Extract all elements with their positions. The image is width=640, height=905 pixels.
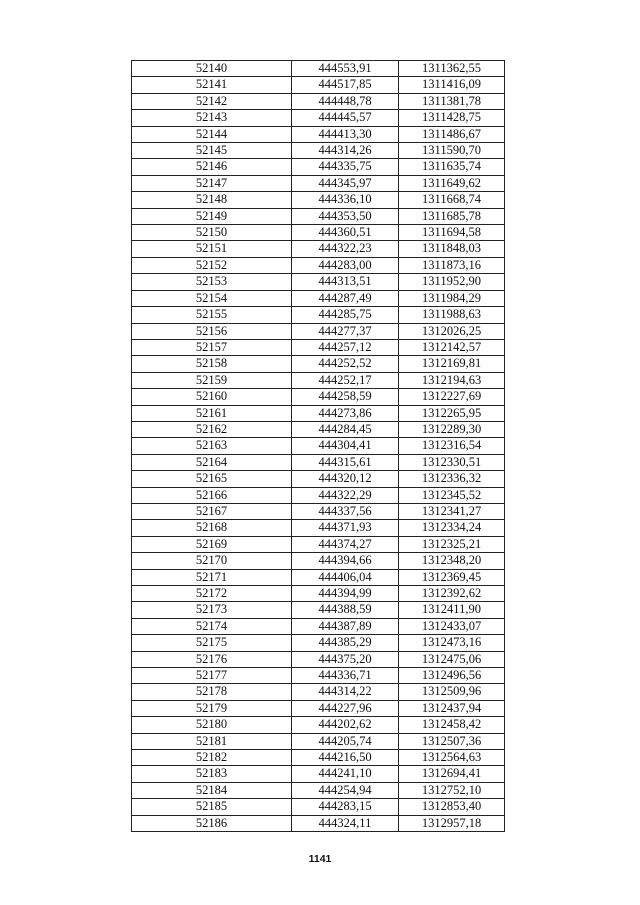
x-coordinate-cell: 444257,12 — [292, 339, 399, 355]
table-row — [132, 126, 505, 142]
point-number-cell: 52182 — [132, 750, 292, 766]
table-row — [132, 782, 505, 798]
x-coordinate-cell: 444216,50 — [292, 750, 399, 766]
table-row — [132, 208, 505, 224]
table-row — [132, 454, 505, 470]
coordinates-table — [131, 60, 505, 832]
point-number-cell: 52155 — [132, 307, 292, 323]
x-coordinate-cell: 444283,15 — [292, 799, 399, 815]
x-coordinate-cell: 444252,52 — [292, 356, 399, 372]
point-number-cell: 52184 — [132, 782, 292, 798]
point-number-cell: 52170 — [132, 553, 292, 569]
x-coordinate-cell: 444371,93 — [292, 520, 399, 536]
y-coordinate-cell: 1311649,62 — [399, 175, 505, 191]
table-row — [132, 323, 505, 339]
x-coordinate-cell: 444517,85 — [292, 77, 399, 93]
y-coordinate-cell: 1312325,21 — [399, 536, 505, 552]
x-coordinate-cell: 444445,57 — [292, 110, 399, 126]
x-coordinate-cell: 444285,75 — [292, 307, 399, 323]
table-row — [132, 487, 505, 503]
point-number-cell: 52147 — [132, 175, 292, 191]
x-coordinate-cell: 444241,10 — [292, 766, 399, 782]
x-coordinate-cell: 444388,59 — [292, 602, 399, 618]
y-coordinate-cell: 1312458,42 — [399, 717, 505, 733]
point-number-cell: 52146 — [132, 159, 292, 175]
point-number-cell: 52172 — [132, 586, 292, 602]
x-coordinate-cell: 444287,49 — [292, 290, 399, 306]
x-coordinate-cell: 444322,29 — [292, 487, 399, 503]
point-number-cell: 52175 — [132, 635, 292, 651]
table-row — [132, 257, 505, 273]
point-number-cell: 52171 — [132, 569, 292, 585]
x-coordinate-cell: 444394,99 — [292, 586, 399, 602]
table-row — [132, 421, 505, 437]
table-row — [132, 635, 505, 651]
point-number-cell: 52148 — [132, 192, 292, 208]
x-coordinate-cell: 444324,11 — [292, 815, 399, 831]
x-coordinate-cell: 444553,91 — [292, 61, 399, 77]
x-coordinate-cell: 444227,96 — [292, 700, 399, 716]
y-coordinate-cell: 1312392,62 — [399, 586, 505, 602]
table-row — [132, 61, 505, 77]
x-coordinate-cell: 444353,50 — [292, 208, 399, 224]
x-coordinate-cell: 444202,62 — [292, 717, 399, 733]
y-coordinate-cell: 1312227,69 — [399, 389, 505, 405]
point-number-cell: 52150 — [132, 225, 292, 241]
point-number-cell: 52176 — [132, 651, 292, 667]
x-coordinate-cell: 444387,89 — [292, 618, 399, 634]
table-row — [132, 175, 505, 191]
y-coordinate-cell: 1311486,67 — [399, 126, 505, 142]
point-number-cell: 52185 — [132, 799, 292, 815]
point-number-cell: 52153 — [132, 274, 292, 290]
point-number-cell: 52154 — [132, 290, 292, 306]
y-coordinate-cell: 1311668,74 — [399, 192, 505, 208]
table-row — [132, 569, 505, 585]
point-number-cell: 52169 — [132, 536, 292, 552]
point-number-cell: 52149 — [132, 208, 292, 224]
y-coordinate-cell: 1312026,25 — [399, 323, 505, 339]
x-coordinate-cell: 444313,51 — [292, 274, 399, 290]
table-row — [132, 651, 505, 667]
point-number-cell: 52164 — [132, 454, 292, 470]
table-row — [132, 438, 505, 454]
y-coordinate-cell: 1312437,94 — [399, 700, 505, 716]
x-coordinate-cell: 444413,30 — [292, 126, 399, 142]
x-coordinate-cell: 444284,45 — [292, 421, 399, 437]
y-coordinate-cell: 1312348,20 — [399, 553, 505, 569]
y-coordinate-cell: 1311873,16 — [399, 257, 505, 273]
point-number-cell: 52156 — [132, 323, 292, 339]
point-number-cell: 52144 — [132, 126, 292, 142]
table-row — [132, 339, 505, 355]
x-coordinate-cell: 444258,59 — [292, 389, 399, 405]
y-coordinate-cell: 1311694,58 — [399, 225, 505, 241]
y-coordinate-cell: 1312496,56 — [399, 668, 505, 684]
point-number-cell: 52168 — [132, 520, 292, 536]
x-coordinate-cell: 444335,75 — [292, 159, 399, 175]
y-coordinate-cell: 1312509,96 — [399, 684, 505, 700]
x-coordinate-cell: 444304,41 — [292, 438, 399, 454]
table-row — [132, 93, 505, 109]
table-row — [132, 602, 505, 618]
y-coordinate-cell: 1312316,54 — [399, 438, 505, 454]
point-number-cell: 52186 — [132, 815, 292, 831]
table-row — [132, 503, 505, 519]
x-coordinate-cell: 444205,74 — [292, 733, 399, 749]
x-coordinate-cell: 444314,22 — [292, 684, 399, 700]
x-coordinate-cell: 444254,94 — [292, 782, 399, 798]
table-row — [132, 766, 505, 782]
point-number-cell: 52160 — [132, 389, 292, 405]
page-number: 1141 — [308, 853, 332, 865]
table-row — [132, 356, 505, 372]
table-row — [132, 553, 505, 569]
point-number-cell: 52166 — [132, 487, 292, 503]
x-coordinate-cell: 444394,66 — [292, 553, 399, 569]
y-coordinate-cell: 1312369,45 — [399, 569, 505, 585]
x-coordinate-cell: 444374,27 — [292, 536, 399, 552]
y-coordinate-cell: 1312330,51 — [399, 454, 505, 470]
y-coordinate-cell: 1311635,74 — [399, 159, 505, 175]
point-number-cell: 52158 — [132, 356, 292, 372]
y-coordinate-cell: 1311988,63 — [399, 307, 505, 323]
x-coordinate-cell: 444336,71 — [292, 668, 399, 684]
y-coordinate-cell: 1311848,03 — [399, 241, 505, 257]
table-row — [132, 274, 505, 290]
point-number-cell: 52143 — [132, 110, 292, 126]
table-row — [132, 471, 505, 487]
y-coordinate-cell: 1311984,29 — [399, 290, 505, 306]
y-coordinate-cell: 1312564,63 — [399, 750, 505, 766]
x-coordinate-cell: 444345,97 — [292, 175, 399, 191]
y-coordinate-cell: 1312265,95 — [399, 405, 505, 421]
table-row — [132, 225, 505, 241]
point-number-cell: 52145 — [132, 143, 292, 159]
point-number-cell: 52165 — [132, 471, 292, 487]
y-coordinate-cell: 1312433,07 — [399, 618, 505, 634]
table-row — [132, 618, 505, 634]
y-coordinate-cell: 1312853,40 — [399, 799, 505, 815]
point-number-cell: 52141 — [132, 77, 292, 93]
table-row — [132, 684, 505, 700]
x-coordinate-cell: 444448,78 — [292, 93, 399, 109]
table-row — [132, 159, 505, 175]
point-number-cell: 52152 — [132, 257, 292, 273]
point-number-cell: 52167 — [132, 503, 292, 519]
coordinates-table-body — [132, 61, 505, 832]
table-row — [132, 717, 505, 733]
y-coordinate-cell: 1311590,70 — [399, 143, 505, 159]
x-coordinate-cell: 444314,26 — [292, 143, 399, 159]
point-number-cell: 52177 — [132, 668, 292, 684]
x-coordinate-cell: 444283,00 — [292, 257, 399, 273]
table-row — [132, 405, 505, 421]
point-number-cell: 52173 — [132, 602, 292, 618]
point-number-cell: 52157 — [132, 339, 292, 355]
table-row — [132, 815, 505, 831]
point-number-cell: 52159 — [132, 372, 292, 388]
y-coordinate-cell: 1312336,32 — [399, 471, 505, 487]
point-number-cell: 52183 — [132, 766, 292, 782]
y-coordinate-cell: 1312694,41 — [399, 766, 505, 782]
point-number-cell: 52163 — [132, 438, 292, 454]
point-number-cell: 52162 — [132, 421, 292, 437]
table-row — [132, 290, 505, 306]
x-coordinate-cell: 444360,51 — [292, 225, 399, 241]
y-coordinate-cell: 1311362,55 — [399, 61, 505, 77]
y-coordinate-cell: 1312473,16 — [399, 635, 505, 651]
y-coordinate-cell: 1311416,09 — [399, 77, 505, 93]
table-row — [132, 750, 505, 766]
table-row — [132, 372, 505, 388]
table-row — [132, 700, 505, 716]
table-row — [132, 192, 505, 208]
point-number-cell: 52151 — [132, 241, 292, 257]
x-coordinate-cell: 444273,86 — [292, 405, 399, 421]
table-row — [132, 143, 505, 159]
point-number-cell: 52179 — [132, 700, 292, 716]
x-coordinate-cell: 444252,17 — [292, 372, 399, 388]
y-coordinate-cell: 1312142,57 — [399, 339, 505, 355]
y-coordinate-cell: 1312341,27 — [399, 503, 505, 519]
y-coordinate-cell: 1312334,24 — [399, 520, 505, 536]
y-coordinate-cell: 1312507,36 — [399, 733, 505, 749]
table-row — [132, 307, 505, 323]
table-row — [132, 733, 505, 749]
point-number-cell: 52140 — [132, 61, 292, 77]
y-coordinate-cell: 1311381,78 — [399, 93, 505, 109]
y-coordinate-cell: 1311685,78 — [399, 208, 505, 224]
point-number-cell: 52181 — [132, 733, 292, 749]
point-number-cell: 52180 — [132, 717, 292, 733]
y-coordinate-cell: 1312475,06 — [399, 651, 505, 667]
x-coordinate-cell: 444320,12 — [292, 471, 399, 487]
x-coordinate-cell: 444315,61 — [292, 454, 399, 470]
table-row — [132, 586, 505, 602]
x-coordinate-cell: 444337,56 — [292, 503, 399, 519]
point-number-cell: 52178 — [132, 684, 292, 700]
table-row — [132, 110, 505, 126]
y-coordinate-cell: 1311428,75 — [399, 110, 505, 126]
y-coordinate-cell: 1312411,90 — [399, 602, 505, 618]
point-number-cell: 52161 — [132, 405, 292, 421]
y-coordinate-cell: 1312169,81 — [399, 356, 505, 372]
x-coordinate-cell: 444375,20 — [292, 651, 399, 667]
x-coordinate-cell: 444277,37 — [292, 323, 399, 339]
y-coordinate-cell: 1312752,10 — [399, 782, 505, 798]
table-row — [132, 536, 505, 552]
x-coordinate-cell: 444406,04 — [292, 569, 399, 585]
table-row — [132, 799, 505, 815]
y-coordinate-cell: 1312957,18 — [399, 815, 505, 831]
point-number-cell: 52142 — [132, 93, 292, 109]
table-row — [132, 520, 505, 536]
table-row — [132, 389, 505, 405]
x-coordinate-cell: 444336,10 — [292, 192, 399, 208]
table-row — [132, 241, 505, 257]
y-coordinate-cell: 1312289,30 — [399, 421, 505, 437]
y-coordinate-cell: 1311952,90 — [399, 274, 505, 290]
x-coordinate-cell: 444385,29 — [292, 635, 399, 651]
table-row — [132, 77, 505, 93]
x-coordinate-cell: 444322,23 — [292, 241, 399, 257]
y-coordinate-cell: 1312345,52 — [399, 487, 505, 503]
y-coordinate-cell: 1312194,63 — [399, 372, 505, 388]
table-row — [132, 668, 505, 684]
point-number-cell: 52174 — [132, 618, 292, 634]
